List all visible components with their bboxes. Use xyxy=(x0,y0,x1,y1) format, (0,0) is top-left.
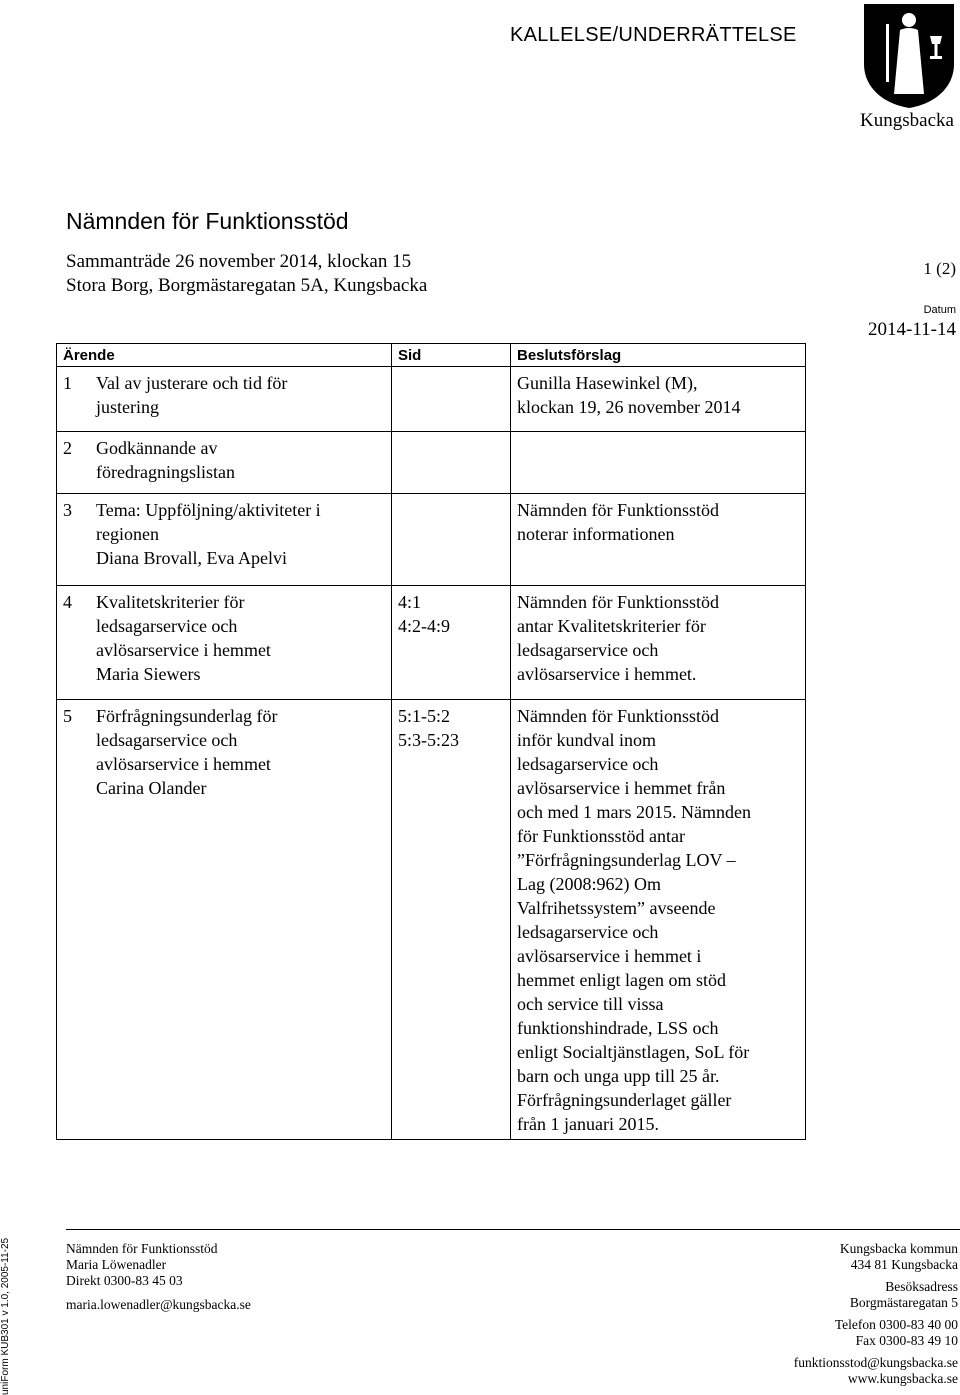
footer-contact-email: maria.lowenadler@kungsbacka.se xyxy=(66,1297,251,1312)
agenda-item-cell xyxy=(57,367,392,432)
item-title: Kvalitetskriterier för ledsagarservice och avlösarservice i hemmet Maria Siewers xyxy=(96,592,271,684)
agenda-row xyxy=(57,432,806,494)
header-page: Sid xyxy=(392,344,511,367)
footer-direct-phone: Direkt 0300-83 45 03 xyxy=(66,1273,183,1288)
item-number: 5 xyxy=(63,706,72,726)
logo-wordmark: Kungsbacka xyxy=(860,110,954,131)
item-page xyxy=(392,367,511,432)
footer-org: Nämnden för Funktionsstöd xyxy=(66,1241,218,1256)
footer-fax: Fax 0300-83 49 10 xyxy=(855,1333,958,1348)
item-proposal: Nämnden för Funktionsstöd inför kundval inom ledsagarservice och avlösarservice i hemmet från och med 1 mars 2015. Nämnden för Funktionsstöd antar ”Förfrågningsunderlag LOV – Lag (2008:962) Om Valfrihetssystem” avseende ledsagarservice och avlösarservice i hemmet i hemmet enligt lagen om stöd och service till vissa funktionshindrade, LSS och enligt Socialtjänstlagen, SoL för barn och unga upp till 25 år. Förfrågningsunderlaget gäller från 1 januari 2015. xyxy=(511,700,806,1140)
document-type: KALLELSE/UNDERRÄTTELSE xyxy=(510,24,797,46)
footer-phone: Telefon 0300-83 40 00 xyxy=(834,1317,958,1332)
item-title: Godkännande av föredragningslistan xyxy=(96,438,235,482)
agenda-row xyxy=(57,586,806,700)
header-item: Ärende xyxy=(57,344,392,367)
footer-municipality xyxy=(794,1241,958,1387)
item-proposal: Gunilla Hasewinkel (M), klockan 19, 26 november 2014 xyxy=(511,367,806,432)
item-page xyxy=(392,432,511,494)
item-title: Tema: Uppföljning/aktiviteter i regionen Diana Brovall, Eva Apelvi xyxy=(96,500,321,568)
item-number: 1 xyxy=(63,373,72,393)
item-page xyxy=(392,494,511,586)
item-proposal: Nämnden för Funktionsstöd noterar informationen xyxy=(511,494,806,586)
footer-postal-address: 434 81 Kungsbacka xyxy=(850,1257,958,1272)
item-title: Förfrågningsunderlag för ledsagarservice och avlösarservice i hemmet Carina Olander xyxy=(96,706,278,798)
agenda-item-cell xyxy=(57,432,392,494)
meeting-datetime: Sammanträde 26 november 2014, klockan 15 xyxy=(66,251,412,272)
footer-visit-label: Besöksadress xyxy=(885,1279,958,1294)
item-proposal xyxy=(511,432,806,494)
date-label: Datum xyxy=(923,304,956,316)
agenda-row xyxy=(57,700,806,1140)
agenda-row xyxy=(57,367,806,432)
item-number: 4 xyxy=(63,592,72,612)
committee-title: Nämnden för Funktionsstöd xyxy=(66,208,349,234)
form-code: uniForm KUB301 v 1.0, 2005-11-25 xyxy=(0,1237,11,1395)
header-proposal: Beslutsförslag xyxy=(511,344,806,367)
item-proposal: Nämnden för Funktionsstöd antar Kvalitetskriterier för ledsagarservice och avlösarservice i hemmet. xyxy=(511,586,806,700)
document-date: 2014-11-14 xyxy=(868,319,956,340)
item-title: Val av justerare och tid för justering xyxy=(96,373,288,417)
footer-visit-address: Borgmästaregatan 5 xyxy=(849,1295,958,1310)
meeting-location: Stora Borg, Borgmästaregatan 5A, Kungsbacka xyxy=(66,275,428,296)
agenda-row xyxy=(57,494,806,586)
footer-email: funktionsstod@kungsbacka.se xyxy=(793,1355,958,1370)
footer-divider xyxy=(66,1229,960,1230)
footer-contact-name: Maria Löwenadler xyxy=(66,1257,167,1272)
agenda-item-cell xyxy=(57,494,392,586)
agenda-item-cell xyxy=(57,586,392,700)
page-number: 1 (2) xyxy=(923,259,956,278)
footer-contact xyxy=(66,1241,251,1313)
footer-municipality-name: Kungsbacka kommun xyxy=(839,1241,958,1256)
agenda-item-cell xyxy=(57,700,392,1140)
item-number: 2 xyxy=(63,438,72,458)
item-number: 3 xyxy=(63,500,72,520)
item-page: 5:1-5:2 5:3-5:23 xyxy=(392,700,511,1140)
item-page: 4:1 4:2-4:9 xyxy=(392,586,511,700)
agenda-table xyxy=(56,343,806,1140)
agenda-header-row xyxy=(57,344,806,367)
footer-website: www.kungsbacka.se xyxy=(847,1371,958,1386)
